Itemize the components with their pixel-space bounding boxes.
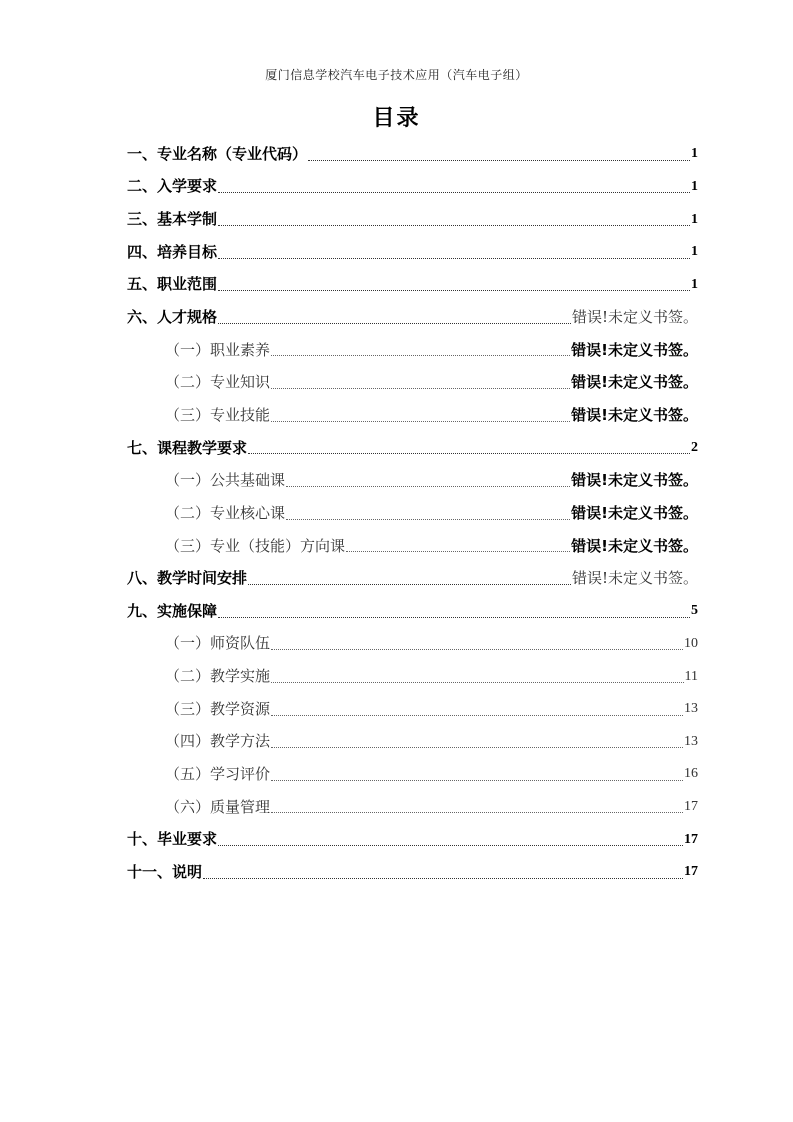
toc-entry[interactable] (127, 823, 698, 856)
toc-entry-page: 5 (691, 603, 698, 619)
toc-subentry[interactable] (127, 693, 698, 726)
toc-title: 目录 (372, 106, 421, 131)
toc-entry-page: 10 (684, 635, 698, 651)
toc-entry-page: 1 (691, 178, 698, 194)
toc-entry[interactable] (127, 301, 698, 334)
toc-entry-label: （三）教学资源 (165, 699, 271, 718)
toc-subentry[interactable] (127, 366, 698, 399)
toc-entry-page: 错误!未定义书签。 (571, 308, 698, 327)
dot-leader (218, 845, 683, 846)
toc-entry-label: （四）教学方法 (165, 732, 271, 751)
toc-entry-label: （六）质量管理 (165, 797, 271, 816)
dot-leader (248, 584, 571, 585)
toc-subentry[interactable] (127, 628, 698, 661)
toc-entry-page: 17 (684, 864, 698, 880)
toc-entry-page: 1 (691, 276, 698, 292)
toc-entry-page: 错误!未定义书签。 (571, 405, 698, 424)
toc-entry[interactable] (127, 203, 698, 236)
toc-entry[interactable] (127, 856, 698, 889)
toc-entry-label: （二）教学实施 (165, 667, 271, 686)
dot-leader (271, 715, 683, 716)
dot-leader (271, 388, 570, 389)
dot-leader (248, 453, 690, 454)
dot-leader (286, 519, 570, 520)
toc-entry-label: （一）师资队伍 (165, 634, 271, 653)
dot-leader (218, 290, 690, 291)
toc-entry-label: （二）专业核心课 (165, 503, 286, 522)
toc-entry-page: 11 (684, 668, 698, 684)
toc-entry-page: 错误!未定义书签。 (571, 373, 698, 392)
toc-entry-label: 五、职业范围 (127, 275, 218, 294)
toc-entry[interactable] (127, 562, 698, 595)
toc-entry-page: 2 (691, 440, 698, 456)
toc-entry-label: 六、人才规格 (127, 308, 218, 327)
toc-entry-page: 1 (691, 244, 698, 260)
toc-entry-label: 二、入学要求 (127, 177, 218, 196)
dot-leader (271, 682, 684, 683)
toc-entry-page: 错误!未定义书签。 (571, 503, 698, 522)
toc-subentry[interactable] (127, 497, 698, 530)
toc-entry-label: 一、专业名称（专业代码） (127, 144, 308, 163)
dot-leader (218, 258, 690, 259)
table-of-contents (127, 138, 698, 889)
toc-subentry[interactable] (127, 791, 698, 824)
toc-entry-label: 十一、说明 (127, 862, 203, 881)
toc-subentry[interactable] (127, 334, 698, 367)
toc-entry-page: 13 (684, 733, 698, 749)
toc-entry[interactable] (127, 171, 698, 204)
toc-entry-label: 八、教学时间安排 (127, 569, 248, 588)
header-rule (125, 88, 698, 89)
toc-entry-label: （一）职业素养 (165, 340, 271, 359)
toc-entry-label: 九、实施保障 (127, 601, 218, 620)
toc-entry-label: （三）专业（技能）方向课 (165, 536, 346, 555)
dot-leader (271, 747, 683, 748)
toc-subentry[interactable] (127, 464, 698, 497)
toc-entry-page: 错误!未定义书签。 (571, 471, 698, 490)
toc-subentry[interactable] (127, 530, 698, 563)
toc-entry[interactable] (127, 269, 698, 302)
dot-leader (271, 812, 683, 813)
toc-entry-page: 错误!未定义书签。 (571, 340, 698, 359)
running-header: 厦门信息学校汽车电子技术应用（汽车电子组） (265, 68, 528, 82)
toc-entry-label: （一）公共基础课 (165, 471, 286, 490)
toc-entry-page: 13 (684, 701, 698, 717)
toc-entry-label: （五）学习评价 (165, 764, 271, 783)
toc-entry-label: （三）专业技能 (165, 405, 271, 424)
toc-entry-page: 16 (684, 766, 698, 782)
toc-entry-page: 错误!未定义书签。 (571, 569, 698, 588)
dot-leader (286, 486, 570, 487)
dot-leader (271, 649, 683, 650)
toc-entry-label: 四、培养目标 (127, 242, 218, 261)
toc-subentry[interactable] (127, 758, 698, 791)
dot-leader (271, 421, 570, 422)
dot-leader (218, 617, 690, 618)
toc-entry-page: 错误!未定义书签。 (571, 536, 698, 555)
dot-leader (203, 878, 683, 879)
toc-entry[interactable] (127, 595, 698, 628)
toc-entry-page: 1 (691, 146, 698, 162)
toc-entry[interactable] (127, 432, 698, 465)
toc-entry-label: （二）专业知识 (165, 373, 271, 392)
toc-entry[interactable] (127, 138, 698, 171)
toc-entry-page: 17 (684, 831, 698, 847)
dot-leader (346, 551, 570, 552)
toc-entry-label: 十、毕业要求 (127, 830, 218, 849)
dot-leader (218, 323, 571, 324)
toc-entry-label: 七、课程教学要求 (127, 438, 248, 457)
toc-entry-label: 三、基本学制 (127, 210, 218, 229)
toc-entry-page: 17 (684, 799, 698, 815)
dot-leader (308, 160, 690, 161)
dot-leader (218, 225, 690, 226)
dot-leader (271, 780, 683, 781)
toc-entry-page: 1 (691, 211, 698, 227)
dot-leader (271, 355, 570, 356)
toc-subentry[interactable] (127, 660, 698, 693)
toc-subentry[interactable] (127, 399, 698, 432)
dot-leader (218, 192, 690, 193)
toc-subentry[interactable] (127, 726, 698, 759)
toc-entry[interactable] (127, 236, 698, 269)
